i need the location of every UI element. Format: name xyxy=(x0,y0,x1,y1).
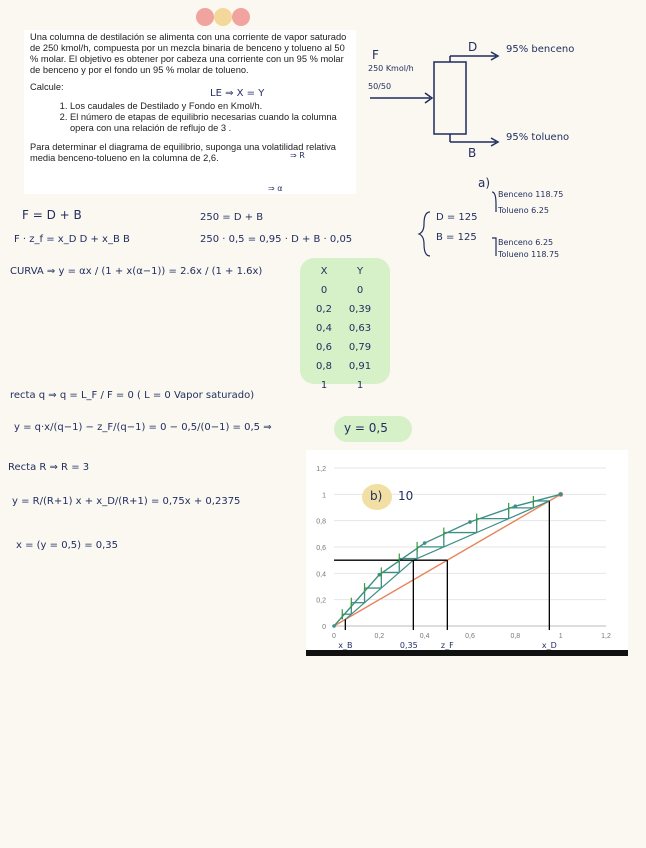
problem-item: 1. Los caudales de Destilado y Fondo en Kmol/h. xyxy=(70,101,350,112)
y-tick-label: 0 xyxy=(322,624,326,631)
distillate-composition: 95% benceno xyxy=(506,44,575,55)
intersection-x: x = (y = 0,5) = 0,35 xyxy=(16,540,119,551)
equilibrium-point xyxy=(378,573,382,577)
balance-eq2: F · z_f = x_D D + x_B B xyxy=(14,234,130,245)
feed-composition: 50/50 xyxy=(368,82,392,91)
dot xyxy=(196,8,214,26)
curve-table xyxy=(306,262,380,395)
table-row xyxy=(306,300,380,319)
x-header: X xyxy=(320,266,328,277)
distillate-label: D xyxy=(468,40,478,54)
x-value: 0,6 xyxy=(316,342,332,353)
x-value: 0,8 xyxy=(316,361,332,372)
table-row xyxy=(306,319,380,338)
balance-eq1: F = D + B xyxy=(22,208,82,222)
x-value: 0 xyxy=(320,285,328,296)
y-tick-label: 0,4 xyxy=(316,571,326,579)
y-value: 1 xyxy=(356,380,364,391)
equilibrium-point xyxy=(468,520,472,524)
mccabe-thiele-chart xyxy=(306,450,628,656)
y-tick-label: 0,2 xyxy=(316,597,326,605)
x-value: 0,4 xyxy=(316,323,332,334)
table-row xyxy=(306,357,380,376)
equilibrium-point xyxy=(559,493,563,497)
bottoms-label: B xyxy=(468,146,477,160)
rectifying-line xyxy=(413,501,549,560)
q-line-equation: y = q·x/(q−1) − z_F/(q−1) = 0 − 0,5/(0−1) = 0,5 ⇒ xyxy=(14,422,272,433)
feed-rate: 250 Kmol/h xyxy=(368,64,414,73)
x-tick-label: 0 xyxy=(332,633,336,640)
x-tick-label: 1 xyxy=(558,633,563,640)
y-value: 0,91 xyxy=(348,361,372,372)
balance-eq3: 250 = D + B xyxy=(200,212,264,223)
table-header xyxy=(306,262,380,281)
y-value: 0,39 xyxy=(348,304,372,315)
y-value: 0,63 xyxy=(348,323,372,334)
y-tick-label: 1,2 xyxy=(316,466,326,473)
equilibrium-point xyxy=(332,624,336,628)
alpha-mark: ⇒ α xyxy=(268,184,283,193)
xd-mark: x_D xyxy=(541,641,557,650)
distillate-toluene: Tolueno 6.25 xyxy=(498,206,549,215)
x-tick-label: 0,6 xyxy=(465,633,475,640)
bottoms-benzene: Benceno 6.25 xyxy=(498,238,554,247)
x-value: 0,2 xyxy=(316,304,332,315)
reflux-mark: ⇒ R xyxy=(290,151,305,160)
result-b: B = 125 xyxy=(436,232,477,243)
x-tick-label: 1,2 xyxy=(601,633,611,640)
bottoms-composition: 95% tolueno xyxy=(506,132,570,143)
y-header: Y xyxy=(356,266,364,277)
stages-label: b) xyxy=(370,489,383,503)
result-d: D = 125 xyxy=(436,212,478,223)
y-tick-label: 0,6 xyxy=(316,545,326,552)
page-dots xyxy=(196,8,252,28)
dot xyxy=(232,8,250,26)
y-tick-label: 0,8 xyxy=(316,518,326,526)
balance-eq4: 250 · 0,5 = 0,95 · D + B · 0,05 xyxy=(200,234,353,245)
r-line-label: Recta R ⇒ R = 3 xyxy=(8,462,90,473)
equilibrium-note: LE ⇒ X = Y xyxy=(210,88,265,99)
chart-bottom-bar xyxy=(306,650,628,656)
q-line-result: y = 0,5 xyxy=(344,421,388,435)
table-row xyxy=(306,376,380,395)
distillate-benzene: Benceno 118.75 xyxy=(498,190,564,199)
curve-equation: CURVA ⇒ y = αx / (1 + x(α−1)) = 2.6x / (1 + 1.6x) xyxy=(10,266,263,277)
x-tick-label: 0,2 xyxy=(374,633,385,640)
stripping-line xyxy=(345,560,413,619)
xb-mark: x_B xyxy=(338,641,353,650)
y-tick-label: 1 xyxy=(322,492,326,500)
xq-mark: 0,35 xyxy=(399,641,418,650)
x-tick-label: 0,8 xyxy=(510,633,521,640)
problem-note: Para determinar el diagrama de equilibrio, suponga una volatilidad relativa media benceno-tolueno en la columna de 2,6. xyxy=(30,142,336,163)
r-line-equation: y = R/(R+1) x + x_D/(R+1) = 0,75x + 0,2375 xyxy=(12,496,241,507)
table-row xyxy=(306,338,380,357)
equilibrium-point xyxy=(423,541,427,545)
part-a-label: a) xyxy=(478,176,491,190)
stages-count: 10 xyxy=(398,489,414,503)
chart-svg xyxy=(306,450,628,656)
table-row xyxy=(306,281,380,300)
zf-mark: z_F xyxy=(440,641,454,650)
x-tick-label: 0,4 xyxy=(419,633,430,640)
problem-intro: Una columna de destilación se alimenta con una corriente de vapor saturado de 250 kmol/h, compuesta por un mezcla binaria de benceno y tolueno al 50 % molar. El objetivo es obtener por cabeza una corriente con un 95 % molar de benceno y por el fondo un 95 % molar de tolueno. xyxy=(30,32,347,75)
y-value: 0,79 xyxy=(348,342,372,353)
problem-item: 2. El número de etapas de equilibrio necesarias cuando la columna opera con una relación de reflujo de 3 . xyxy=(70,112,350,134)
bottoms-toluene: Tolueno 118.75 xyxy=(498,250,560,259)
feed-label: F xyxy=(372,48,379,62)
x-value: 1 xyxy=(320,380,328,391)
q-line-label: recta q ⇒ q = L_F / F = 0 ( L = 0 Vapor saturado) xyxy=(10,390,255,401)
problem-calcule: Calcule: xyxy=(30,82,64,92)
dot xyxy=(214,8,232,26)
y-value: 0 xyxy=(356,285,364,296)
problem-statement xyxy=(24,30,356,194)
